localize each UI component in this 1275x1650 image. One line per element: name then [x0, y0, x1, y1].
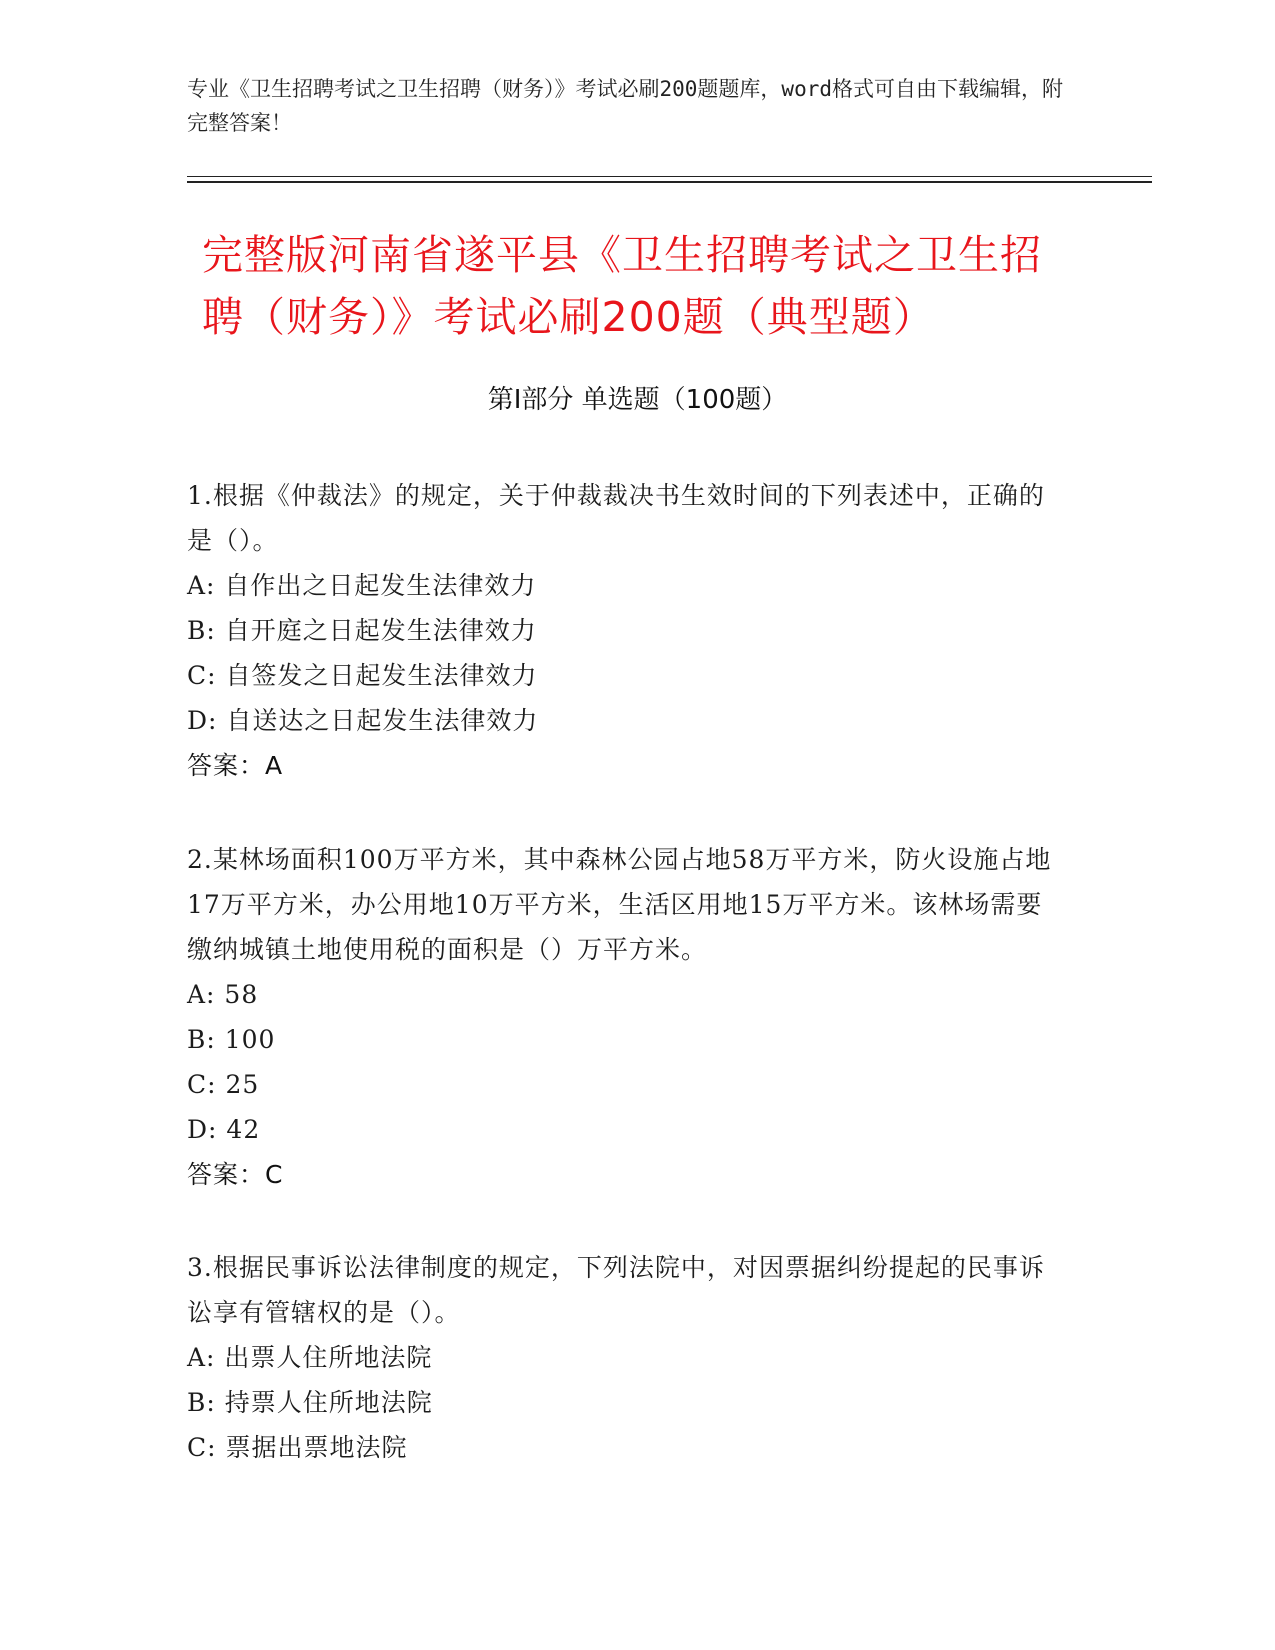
- header-note: 专业《卫生招聘考试之卫生招聘（财务）》考试必刷200题题库，word格式可自由下载编辑，附完整答案！: [187, 77, 1063, 135]
- option-b: B: 100: [187, 1025, 276, 1054]
- option-c: C: 票据出票地法院: [187, 1433, 408, 1462]
- option-b: B: 持票人住所地法院: [187, 1388, 433, 1417]
- question-stem: 2.某林场面积100万平方米，其中森林公园占地58万平方米，防火设施占地17万平方米，办公用地10万平方米，生活区用地15万平方米。该林场需要缴纳城镇土地使用税的面积是（）万平方米。: [187, 845, 1052, 964]
- header-divider-thick: [187, 181, 1152, 183]
- header-divider-thin: [187, 176, 1152, 177]
- option-d: D: 自送达之日起发生法律效力: [187, 706, 539, 735]
- option-d: D: 42: [187, 1115, 261, 1144]
- question-block: [187, 1245, 1067, 1470]
- option-b: B: 自开庭之日起发生法律效力: [187, 616, 537, 645]
- answer-line: 答案：C: [187, 1160, 284, 1189]
- option-a: A: 自作出之日起发生法律效力: [187, 571, 537, 600]
- option-a: A: 出票人住所地法院: [187, 1343, 433, 1372]
- option-c: C: 25: [187, 1070, 260, 1099]
- answer-line: 答案：A: [187, 751, 284, 780]
- option-c: C: 自签发之日起发生法律效力: [187, 661, 538, 690]
- question-block: [187, 837, 1067, 1197]
- section-heading: 第Ⅰ部分 单选题（100题）: [487, 385, 788, 415]
- question-stem: 1.根据《仲裁法》的规定，关于仲裁裁决书生效时间的下列表述中，正确的是（）。: [187, 481, 1045, 555]
- document-title: 完整版河南省遂平县《卫生招聘考试之卫生招聘（财务）》考试必刷200题（典型题）: [202, 231, 1042, 341]
- question-stem: 3.根据民事诉讼法律制度的规定，下列法院中，对因票据纠纷提起的民事诉讼享有管辖权的是（）。: [187, 1253, 1045, 1327]
- question-block: [187, 473, 1067, 788]
- option-a: A: 58: [187, 980, 259, 1009]
